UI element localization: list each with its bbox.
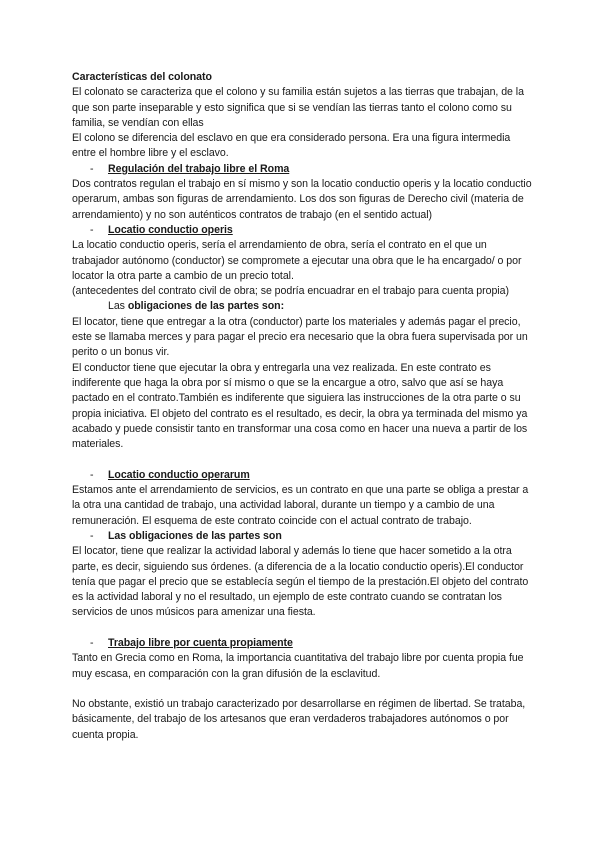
paragraph-operarum-2: El locator, tiene que realizar la actividad laboral y además lo tiene que hacer sometido a la otra parte, es decir, siguiendo sus órdenes. (a diferencia de a la locatio conductio operis).El conductor tenía que pagar el precio que se establecía según el tiempo de la prestación.El objeto del contrato es la actividad laboral y no el resultado, un ejemplo de este contrato cuando se contratan los servicios de unos músicos para amenizar una fiesta. xyxy=(72,545,529,619)
heading-propia xyxy=(72,636,532,651)
heading-operarum xyxy=(72,468,532,483)
obligaciones-operis-label xyxy=(72,299,532,314)
heading-operarum-text: Locatio conductio operarum xyxy=(108,468,250,481)
bullet-dash: - xyxy=(90,468,94,481)
heading-operis xyxy=(72,223,532,238)
subheading-obligaciones-operarum xyxy=(72,529,532,544)
paragraph-operis-1: La locatio conductio operis, sería el arrendamiento de obra, sería el contrato en el que un trabajador autónomo (conductor) se compromete a ejecutar una obra que le ha encargado/ o por locator la otra parte a cambio de un precio total. xyxy=(72,239,522,282)
paragraph-colonato-1: El colonato se caracteriza que el colono y su familia están sujetos a las tierras que trabajan, de la que son parte inseparable y esto significa que si se vendían las tierras tanto el colono como su familia, se vendían con ellas xyxy=(72,86,524,129)
spacer xyxy=(72,621,532,636)
spacer xyxy=(72,682,532,697)
paragraph-regulacion: Dos contratos regulan el trabajo en sí mismo y son la locatio conductio operis y la locatio conductio operarum, ambas son figuras de arrendamiento. Los dos son figuras de Derecho civil (materia de arrendamiento) y no son auténticos contratos de trabajo (en el sentido actual) xyxy=(72,178,532,221)
paragraph-operis-4: El conductor tiene que ejecutar la obra y entregarla una vez realizada. En este contrato es indiferente que haga la obra por sí mismo o que se la encargue a otro, salvo que así se haya pactado en el contrato.También es indiferente que siguiera las instrucciones de la otra parte o su propia iniciativa. El objeto del contrato es el resultado, es decir, la obra ya terminada del mismo ya acabado y puede consistir tanto en transformar una cosa como en hacer una nueva a partir de los materiales. xyxy=(72,361,528,451)
bullet-dash: - xyxy=(90,529,94,542)
paragraph-operis-2: (antecedentes del contrato civil de obra; se podría encuadrar en el trabajo para cuenta propia) xyxy=(72,285,509,298)
paragraph-operis-3: El locator, tiene que entregar a la otra (conductor) parte los materiales y además pagar el precio, este se llamaba merces y para pagar el precio era necesario que la obra fuera supervisada por un perito o un bonus vir. xyxy=(72,315,528,359)
document-page xyxy=(72,70,532,743)
bullet-dash: - xyxy=(90,636,94,649)
heading-regulacion xyxy=(72,162,532,177)
section-title-colonato: Características del colonato xyxy=(72,71,212,83)
obligaciones-bold: obligaciones de las partes son: xyxy=(127,300,285,313)
spacer xyxy=(72,452,532,467)
bullet-dash: - xyxy=(90,223,94,236)
heading-operis-text: Locatio conductio operis xyxy=(108,223,233,236)
paragraph-propia-2: No obstante, existió un trabajo caracterizado por desarrollarse en régimen de libertad. Se trataba, básicamente, del trabajo de los artesanos que eran verdaderos trabajadores autónomos o por cuenta propia. xyxy=(72,698,526,741)
paragraph-propia-1: Tanto en Grecia como en Roma, la importancia cuantitativa del trabajo libre por cuenta propia fue muy escasa, en comparación con la gran difusión de la esclavitud. xyxy=(72,652,524,680)
heading-regulacion-text: Regulación del trabajo libre el Roma xyxy=(108,162,290,175)
subheading-obligaciones-text: Las obligaciones de las partes son xyxy=(108,529,282,542)
bullet-dash: - xyxy=(90,162,94,175)
paragraph-operarum-1: Estamos ante el arrendamiento de servicios, es un contrato en que una parte se obliga a prestar a la otra una cantidad de trabajo, una actividad laboral, durante un tiempo y a cambio de una remuneración. El esquema de este contrato coincide con el actual contrato de trabajo. xyxy=(72,484,529,527)
obligaciones-prefix: Las xyxy=(108,300,128,313)
heading-propia-text: Trabajo libre por cuenta propiamente xyxy=(108,636,293,649)
paragraph-colonato-2: El colono se diferencia del esclavo en que era considerado persona. Era una figura intermedia entre el hombre libre y el esclavo. xyxy=(72,132,511,160)
